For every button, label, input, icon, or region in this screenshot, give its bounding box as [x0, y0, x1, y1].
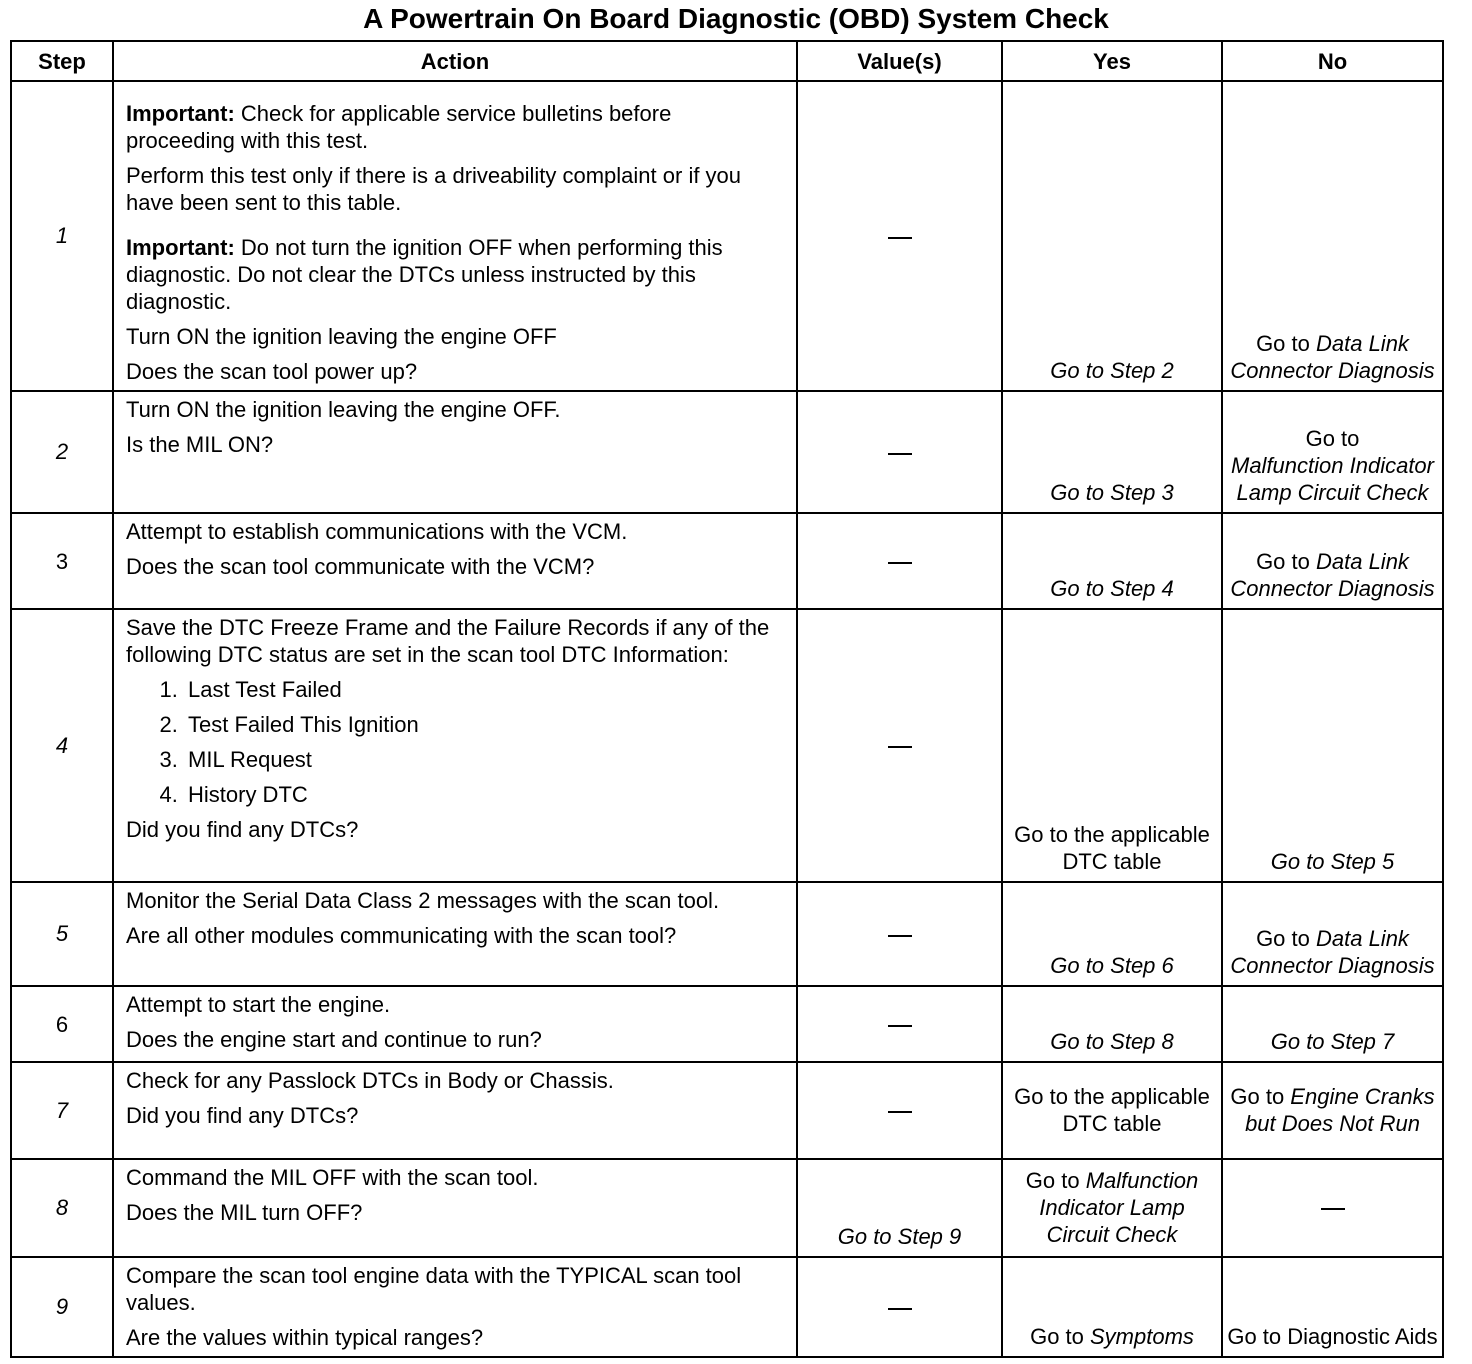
no-cell: Go to Step 5: [1222, 609, 1443, 882]
yes-cell: Go to the applicable DTC table: [1002, 609, 1222, 882]
yes-cell: Go to the applicable DTC table: [1002, 1062, 1222, 1158]
yes-cell: Go to Step 4: [1002, 513, 1222, 609]
no-cell: Go to Diagnostic Aids: [1222, 1257, 1443, 1357]
action-text: Attempt to start the engine.: [126, 992, 391, 1018]
important-label: Important:: [126, 101, 235, 127]
action-text: Perform this test only if there is a driveability complaint or if you have been sent to this table.: [126, 163, 742, 216]
action-text: Attempt to establish communications with the VCM.: [126, 519, 628, 545]
value-cell: [797, 1062, 1002, 1158]
action-question: Does the scan tool power up?: [126, 359, 418, 385]
value-cell: [797, 81, 1002, 391]
action-text: Monitor the Serial Data Class 2 messages with the scan tool.: [126, 887, 720, 913]
action-question: Does the engine start and continue to run?: [126, 1027, 542, 1053]
yes-cell: Go to Step 2: [1002, 81, 1222, 391]
yes-cell: Go to Step 3: [1002, 391, 1222, 513]
step-number: 3: [11, 513, 113, 609]
value-cell: [797, 513, 1002, 609]
step-number: 6: [11, 986, 113, 1062]
value-cell: [797, 1257, 1002, 1357]
em-dash: [888, 1308, 912, 1310]
header-no: No: [1222, 41, 1443, 81]
table-row: [11, 81, 1443, 391]
value-cell: [797, 391, 1002, 513]
header-row: [11, 41, 1443, 81]
value-cell: [797, 882, 1002, 986]
action-question: Are all other modules communicating with the scan tool?: [126, 922, 677, 948]
action-text: Compare the scan tool engine data with the TYPICAL scan tool values.: [126, 1262, 742, 1315]
action-cell: [113, 81, 797, 391]
table-row: [11, 1159, 1443, 1257]
table-row: [11, 391, 1443, 513]
step-number: 8: [11, 1159, 113, 1257]
action-question: Does the scan tool communicate with the VCM?: [126, 554, 595, 580]
action-question: Is the MIL ON?: [126, 431, 274, 457]
header-values: Value(s): [797, 41, 1002, 81]
table-row: [11, 1257, 1443, 1357]
action-text: Save the DTC Freeze Frame and the Failure Records if any of the following DTC status are set in the scan tool DTC Information:: [126, 615, 770, 668]
value-cell: Go to Step 9: [797, 1159, 1002, 1257]
value-cell: [797, 986, 1002, 1062]
action-text: Check for applicable service bulletins before proceeding with this test.: [126, 101, 672, 154]
table-row: [11, 1062, 1443, 1158]
diagnostic-table: [10, 40, 1444, 1358]
action-cell: [113, 1062, 797, 1158]
action-text: Command the MIL OFF with the scan tool.: [126, 1164, 539, 1190]
step-number: 5: [11, 882, 113, 986]
step-number: 2: [11, 391, 113, 513]
action-cell: [113, 882, 797, 986]
em-dash: [888, 1111, 912, 1113]
yes-cell: Go to Symptoms: [1002, 1257, 1222, 1357]
no-cell: [1222, 1159, 1443, 1257]
em-dash: [888, 562, 912, 564]
header-action: Action: [113, 41, 797, 81]
list-item: 3. MIL Request: [184, 746, 786, 773]
yes-cell: Go to Step 6: [1002, 882, 1222, 986]
header-yes: Yes: [1002, 41, 1222, 81]
em-dash: [888, 935, 912, 937]
yes-cell: Go to Malfunction Indicator Lamp Circuit Check: [1002, 1159, 1222, 1257]
em-dash: [888, 453, 912, 455]
action-cell: [113, 513, 797, 609]
table-row: [11, 986, 1443, 1062]
page-title: A Powertrain On Board Diagnostic (OBD) System Check: [363, 3, 1109, 34]
table-row: [11, 609, 1443, 882]
no-cell: Go to Data Link Connector Diagnosis: [1222, 81, 1443, 391]
action-text: Check for any Passlock DTCs in Body or Chassis.: [126, 1068, 614, 1094]
action-text: Do not turn the ignition OFF when performing this diagnostic. Do not clear the DTCs unless instructed by this diagnostic.: [126, 235, 723, 315]
list-item: 4. History DTC: [184, 781, 786, 808]
value-cell: [797, 609, 1002, 882]
step-number: 7: [11, 1062, 113, 1158]
action-cell: [113, 1159, 797, 1257]
yes-cell: Go to Step 8: [1002, 986, 1222, 1062]
em-dash: [1321, 1208, 1345, 1210]
list-item: 2. Test Failed This Ignition: [184, 711, 786, 738]
action-text: Turn ON the ignition leaving the engine OFF: [126, 324, 557, 350]
no-cell: Go to Malfunction Indicator Lamp Circuit Check: [1222, 391, 1443, 513]
action-question: Does the MIL turn OFF?: [126, 1199, 363, 1225]
action-question: Did you find any DTCs?: [126, 1103, 359, 1129]
step-number: 9: [11, 1257, 113, 1357]
header-step: Step: [11, 41, 113, 81]
em-dash: [888, 1025, 912, 1027]
step-number: 1: [11, 81, 113, 391]
table-row: [11, 882, 1443, 986]
no-cell: Go to Data Link Connector Diagnosis: [1222, 882, 1443, 986]
action-cell: [113, 986, 797, 1062]
important-label: Important:: [126, 235, 235, 261]
no-cell: Go to Engine Cranks but Does Not Run: [1222, 1062, 1443, 1158]
no-cell: Go to Data Link Connector Diagnosis: [1222, 513, 1443, 609]
step-number: 4: [11, 609, 113, 882]
dtc-status-list: [126, 676, 786, 808]
action-text: Turn ON the ignition leaving the engine OFF.: [126, 396, 561, 422]
action-cell: [113, 1257, 797, 1357]
action-question: Are the values within typical ranges?: [126, 1324, 484, 1350]
no-cell: Go to Step 7: [1222, 986, 1443, 1062]
em-dash: [888, 237, 912, 239]
em-dash: [888, 746, 912, 748]
list-item: 1. Last Test Failed: [184, 676, 786, 703]
action-question: Did you find any DTCs?: [126, 817, 359, 843]
action-cell: [113, 391, 797, 513]
table-row: [11, 513, 1443, 609]
action-cell: [113, 609, 797, 882]
